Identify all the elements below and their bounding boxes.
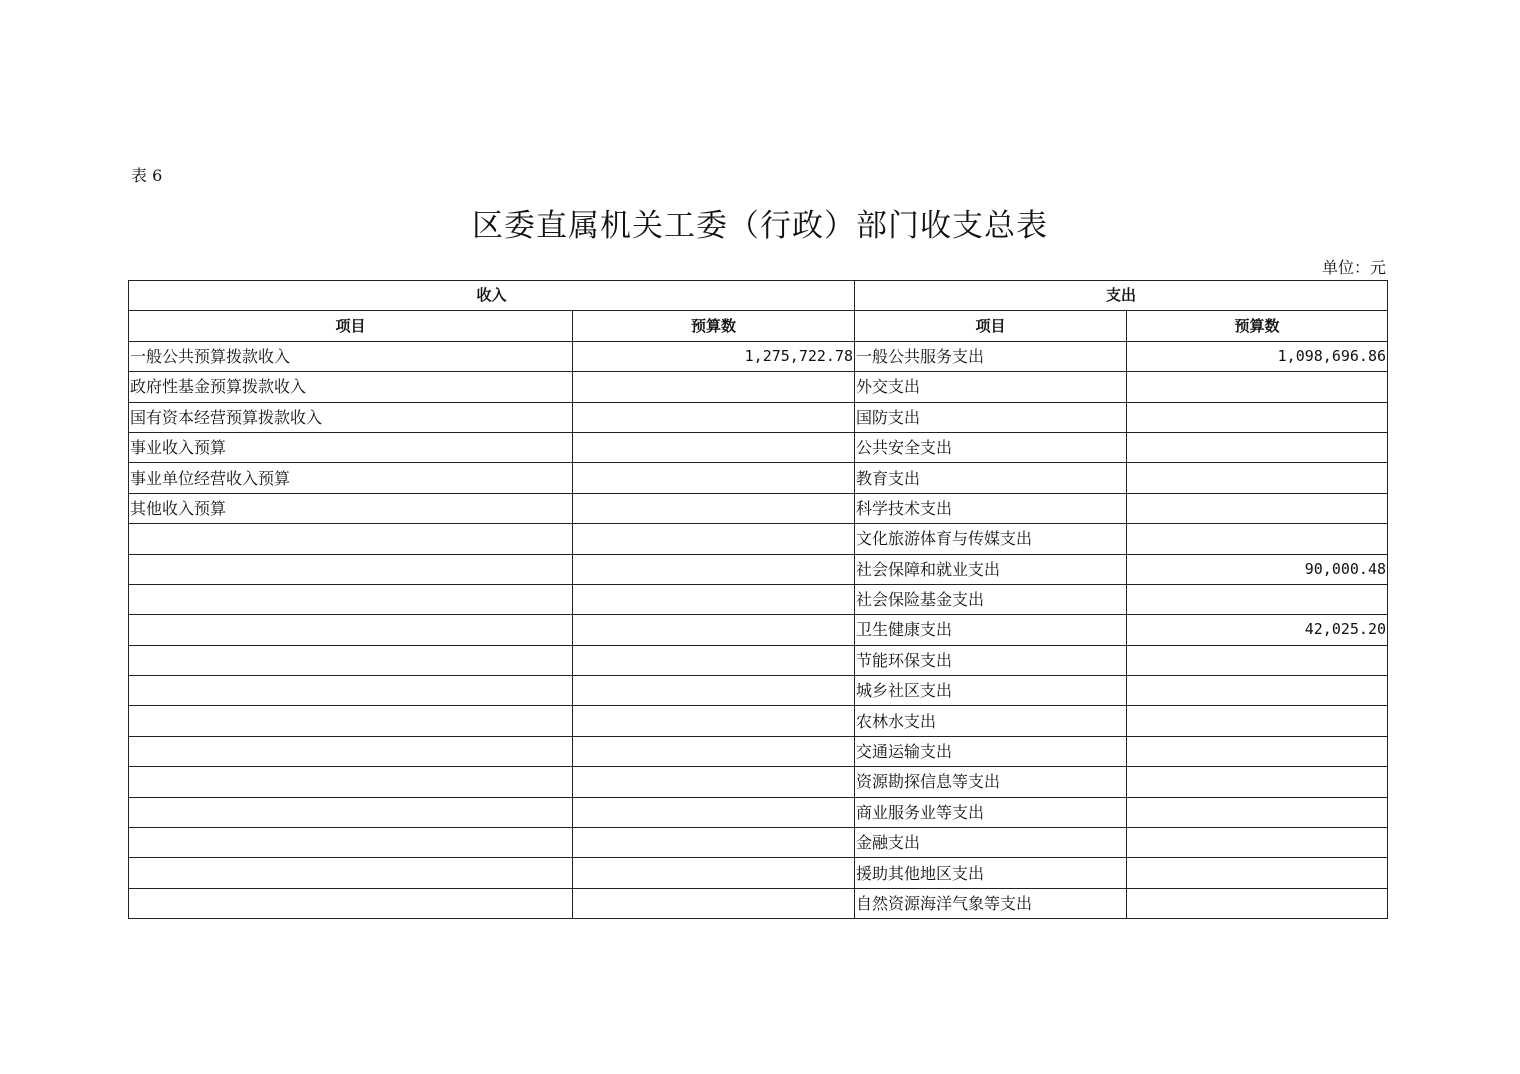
table-row [129,341,1388,371]
income-item-cell [129,615,573,645]
expense-amount-cell [1127,797,1388,827]
income-amount-cell [573,524,855,554]
income-amount-cell [573,858,855,888]
income-item-cell [129,828,573,858]
expense-item-cell: 公共安全支出 [855,432,1127,462]
income-item-cell: 一般公共预算拨款收入 [129,341,573,371]
income-item-cell [129,524,573,554]
section-header-row [129,281,1388,311]
expense-section-header: 支出 [855,281,1388,311]
table-row [129,645,1388,675]
table-row [129,767,1388,797]
table-row [129,858,1388,888]
income-item-cell: 国有资本经营预算拨款收入 [129,402,573,432]
table-row [129,402,1388,432]
income-item-cell [129,554,573,584]
income-amount-cell [573,706,855,736]
expense-item-header: 项目 [855,311,1127,341]
budget-summary-table [128,280,1388,919]
expense-amount-cell [1127,402,1388,432]
income-amount-cell [573,828,855,858]
expense-item-cell: 国防支出 [855,402,1127,432]
income-amount-cell [573,554,855,584]
income-amount-cell: 1,275,722.78 [573,341,855,371]
table-row [129,828,1388,858]
expense-amount-cell: 1,098,696.86 [1127,341,1388,371]
table-row [129,432,1388,462]
column-header-row [129,311,1388,341]
table-row [129,676,1388,706]
income-item-cell [129,797,573,827]
expense-amount-cell [1127,372,1388,402]
income-amount-cell [573,402,855,432]
expense-item-cell: 文化旅游体育与传媒支出 [855,524,1127,554]
income-amount-cell [573,797,855,827]
expense-amount-cell [1127,858,1388,888]
income-amount-cell [573,432,855,462]
expense-amount-cell [1127,736,1388,766]
expense-amount-cell [1127,888,1388,918]
income-amount-cell [573,645,855,675]
expense-item-cell: 金融支出 [855,828,1127,858]
income-item-cell [129,767,573,797]
expense-item-cell: 城乡社区支出 [855,676,1127,706]
income-amount-cell [573,615,855,645]
income-item-cell [129,736,573,766]
table-row [129,615,1388,645]
expense-item-cell: 社会保险基金支出 [855,584,1127,614]
expense-amount-cell [1127,584,1388,614]
income-amount-cell [573,676,855,706]
expense-amount-cell [1127,524,1388,554]
expense-amount-cell [1127,432,1388,462]
income-item-cell: 政府性基金预算拨款收入 [129,372,573,402]
income-item-cell [129,645,573,675]
table-row [129,554,1388,584]
table-row [129,736,1388,766]
expense-item-cell: 教育支出 [855,463,1127,493]
income-amount-cell [573,463,855,493]
income-item-header: 项目 [129,311,573,341]
table-row [129,524,1388,554]
income-item-cell [129,676,573,706]
income-item-cell [129,584,573,614]
expense-amount-cell: 42,025.20 [1127,615,1388,645]
income-item-cell: 事业收入预算 [129,432,573,462]
unit-label: 单位：元 [1321,258,1386,277]
income-item-cell: 其他收入预算 [129,493,573,523]
table-row [129,463,1388,493]
table-row [129,493,1388,523]
table-row [129,372,1388,402]
expense-amount-cell [1127,706,1388,736]
income-item-cell [129,888,573,918]
income-item-cell: 事业单位经营收入预算 [129,463,573,493]
expense-item-cell: 科学技术支出 [855,493,1127,523]
expense-amount-cell [1127,493,1388,523]
expense-item-cell: 外交支出 [855,372,1127,402]
income-budget-header: 预算数 [573,311,855,341]
expense-item-cell: 资源勘探信息等支出 [855,767,1127,797]
table-row [129,797,1388,827]
income-section-header: 收入 [129,281,855,311]
expense-item-cell: 卫生健康支出 [855,615,1127,645]
income-amount-cell [573,493,855,523]
table-row [129,888,1388,918]
expense-item-cell: 农林水支出 [855,706,1127,736]
page-title: 区委直属机关工委（行政）部门收支总表 [472,208,1048,244]
expense-item-cell: 节能环保支出 [855,645,1127,675]
income-amount-cell [573,372,855,402]
expense-item-cell: 自然资源海洋气象等支出 [855,888,1127,918]
income-amount-cell [573,584,855,614]
expense-item-cell: 商业服务业等支出 [855,797,1127,827]
expense-amount-cell [1127,676,1388,706]
expense-item-cell: 援助其他地区支出 [855,858,1127,888]
income-item-cell [129,858,573,888]
expense-item-cell: 一般公共服务支出 [855,341,1127,371]
expense-amount-cell [1127,645,1388,675]
income-amount-cell [573,888,855,918]
income-amount-cell [573,767,855,797]
expense-amount-cell [1127,767,1388,797]
expense-budget-header: 预算数 [1127,311,1388,341]
table-row [129,706,1388,736]
table-number-label: 表 6 [131,166,163,185]
table-row [129,584,1388,614]
expense-amount-cell [1127,828,1388,858]
expense-item-cell: 社会保障和就业支出 [855,554,1127,584]
income-item-cell [129,706,573,736]
income-amount-cell [573,736,855,766]
expense-amount-cell [1127,463,1388,493]
expense-amount-cell: 90,000.48 [1127,554,1388,584]
expense-item-cell: 交通运输支出 [855,736,1127,766]
